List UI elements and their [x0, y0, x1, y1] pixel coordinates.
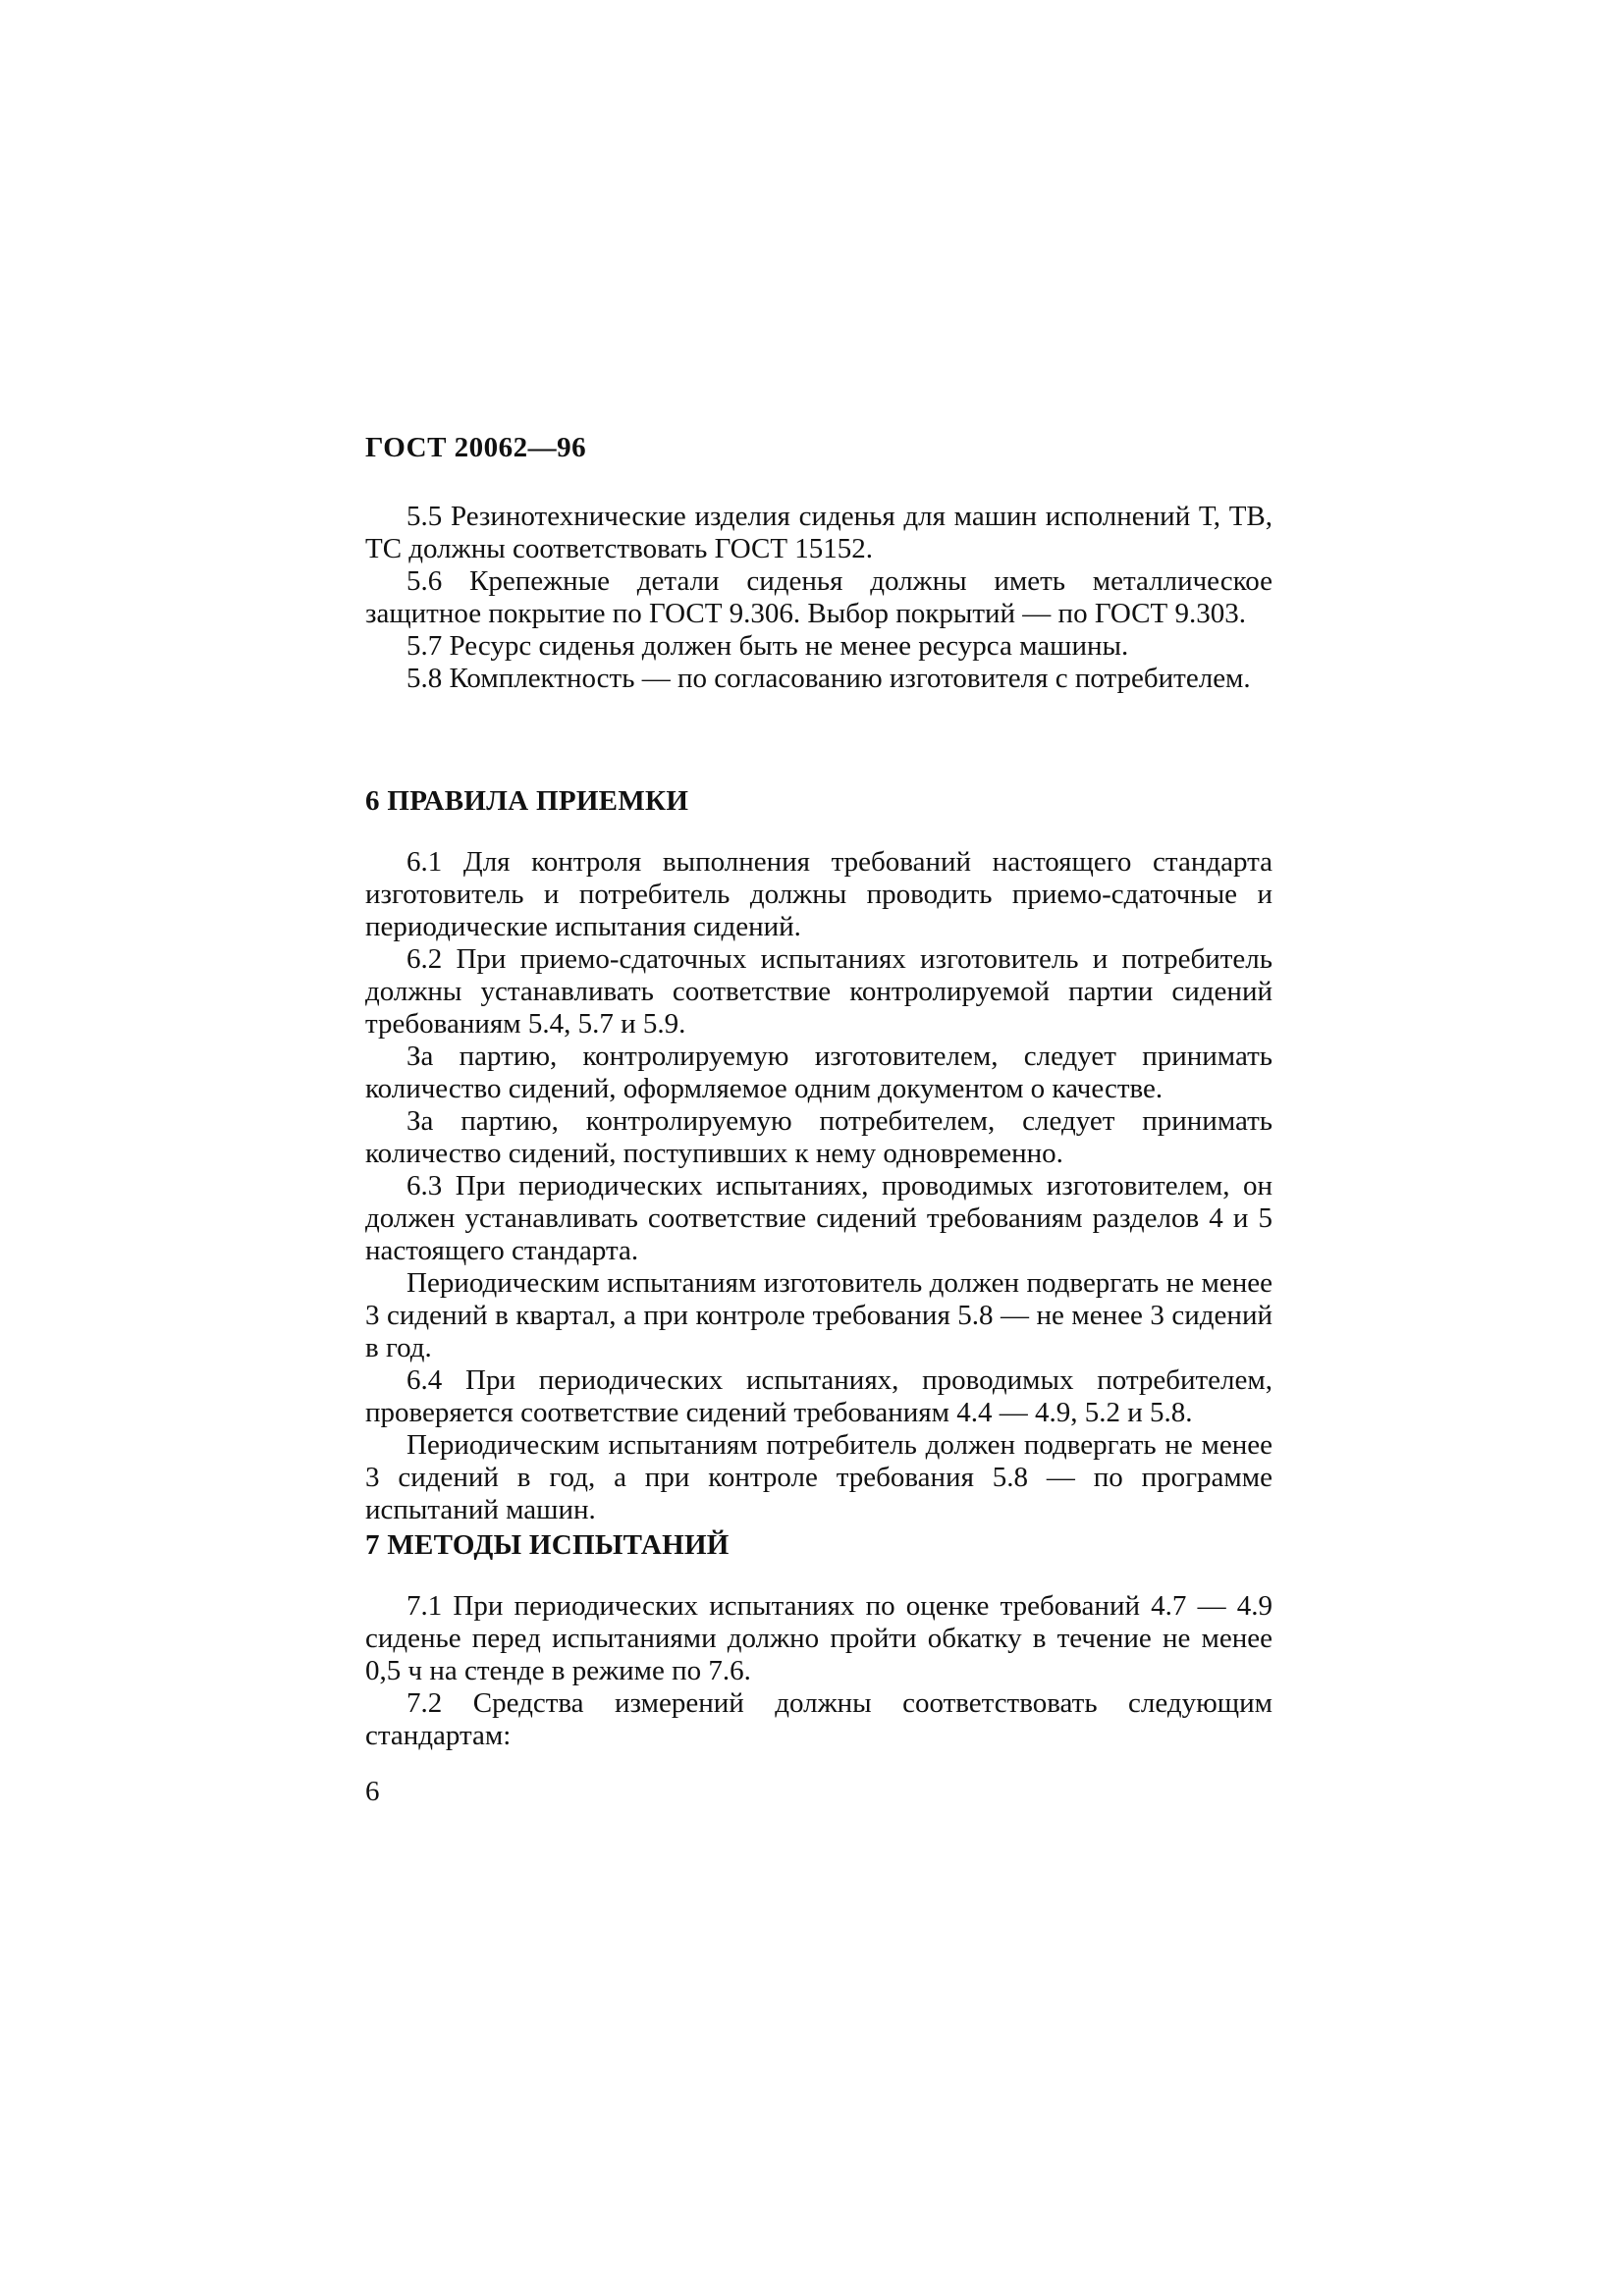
- page-number: 6: [365, 1776, 380, 1807]
- section-5-continuation: [365, 501, 1272, 695]
- paragraph-6-4: 6.4 При периодических испытаниях, проводимых потребителем, проверяется соответствие сидений требованиям 4.4 — 4.9, 5.2 и 5.8.: [365, 1364, 1272, 1428]
- section-6-body: [365, 846, 1272, 1526]
- paragraph-6-2-consumer-batch: За партию, контролируемую потребителем, следует принимать количество сидений, поступивших к нему одновременно.: [365, 1105, 1272, 1169]
- paragraph-6-4-periodic: Периодическим испытаниям потребитель должен подвергать не менее 3 сидений в год, а при контроле требования 5.8 — по программе испытаний машин.: [365, 1429, 1272, 1525]
- section-6-heading-wrap: [365, 785, 1272, 818]
- paragraph-7-2: 7.2 Средства измерений должны соответствовать следующим стандартам:: [365, 1687, 1272, 1751]
- paragraph-5-6: 5.6 Крепежные детали сиденья должны иметь металлическое защитное покрытие по ГОСТ 9.306. Выбор покрытий — по ГОСТ 9.303.: [365, 565, 1272, 629]
- paragraph-6-3-periodic: Периодическим испытаниям изготовитель должен подвергать не менее 3 сидений в квартал, а при контроле требования 5.8 — не менее 3 сидений в год.: [365, 1267, 1272, 1363]
- section-7-heading-wrap: [365, 1529, 1272, 1562]
- paragraph-7-1: 7.1 При периодических испытаниях по оценке требований 4.7 — 4.9 сиденье перед испытаниями должно пройти обкатку в течение не менее 0,5 ч на стенде в режиме по 7.6.: [365, 1590, 1272, 1686]
- paragraph-6-2-manufacturer-batch: За партию, контролируемую изготовителем, следует принимать количество сидений, оформляемое одним документом о качестве.: [365, 1041, 1272, 1104]
- paragraph-5-5: 5.5 Резинотехнические изделия сиденья для машин исполнений Т, ТВ, ТС должны соответствовать ГОСТ 15152.: [365, 501, 1272, 564]
- section-7-body: [365, 1590, 1272, 1752]
- paragraph-6-2: 6.2 При приемо-сдаточных испытаниях изготовитель и потребитель должны устанавливать соответствие контролируемой партии сидений требованиям 5.4, 5.7 и 5.9.: [365, 943, 1272, 1040]
- paragraph-5-8: 5.8 Комплектность — по согласованию изготовителя с потребителем.: [406, 663, 1251, 694]
- paragraph-5-7: 5.7 Ресурс сиденья должен быть не менее ресурса машины.: [406, 630, 1129, 662]
- paragraph-6-3: 6.3 При периодических испытаниях, проводимых изготовителем, он должен устанавливать соответствие сидений требованиям разделов 4 и 5 настоящего стандарта.: [365, 1170, 1272, 1266]
- section-7-heading: 7 МЕТОДЫ ИСПЫТАНИЙ: [365, 1529, 730, 1561]
- paragraph-6-1: 6.1 Для контроля выполнения требований настоящего стандарта изготовитель и потребитель должны проводить приемо-сдаточные и периодические испытания сидений.: [365, 846, 1272, 942]
- document-code-header: ГОСТ 20062—96: [365, 432, 587, 463]
- section-6-heading: 6 ПРАВИЛА ПРИЕМКИ: [365, 785, 689, 817]
